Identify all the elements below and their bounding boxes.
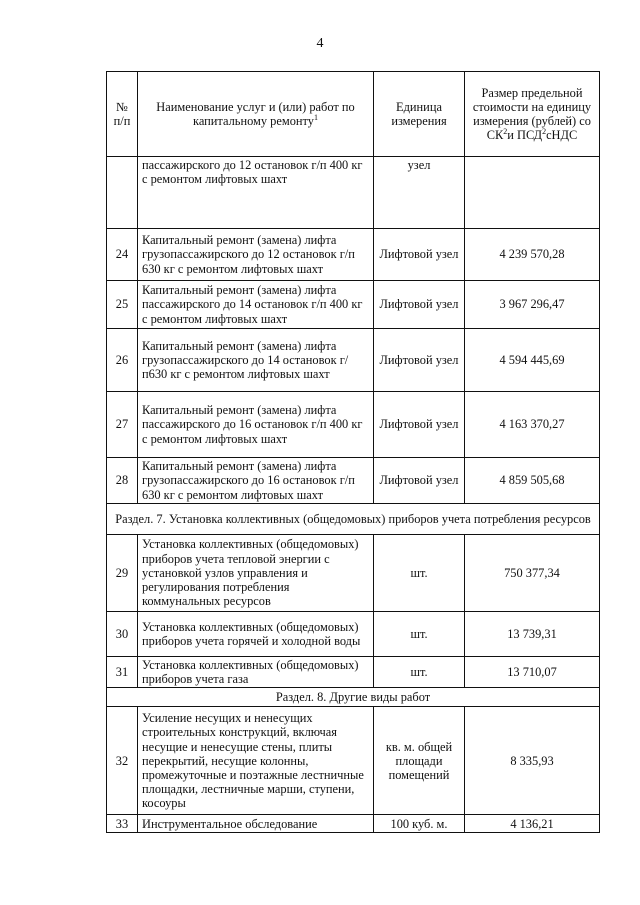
table-row	[107, 612, 600, 657]
row-number: 30	[107, 612, 138, 657]
row-unit: Лифтовой узел	[374, 229, 465, 281]
row-cost: 13 739,31	[465, 612, 600, 657]
row-name: Усиление несущих и ненесущих строительных конструкций, включая несущие и ненесущие стены, плиты перекрытий, несущие колонны, промежуточные и поэтажные лестничные площадки, лестничные марши, ступени, косоуры	[138, 707, 374, 815]
row-name: Капитальный ремонт (замена) лифта грузопассажирского до 12 остановок г/п 630 кг с ремонтом лифтовых шахт	[138, 229, 374, 281]
row-cost: 3 967 296,47	[465, 281, 600, 329]
table-row	[107, 458, 600, 504]
row-unit: шт.	[374, 535, 465, 612]
table-row	[107, 157, 600, 229]
row-unit: узел	[374, 157, 465, 229]
table-row	[107, 657, 600, 688]
header-unit: Единица измерения	[374, 72, 465, 157]
table-header-row	[107, 72, 600, 157]
row-unit: Лифтовой узел	[374, 329, 465, 392]
row-name: Установка коллективных (общедомовых) приборов учета тепловой энергии с установкой узлов управления и регулирования потребления коммунальных ресурсов	[138, 535, 374, 612]
row-cost: 4 239 570,28	[465, 229, 600, 281]
table-row	[107, 535, 600, 612]
header-num: № п/п	[107, 72, 138, 157]
row-cost: 750 377,34	[465, 535, 600, 612]
header-name: Наименование услуг и (или) работ по капитальному ремонту$^1$	[138, 72, 374, 157]
footnote-marker: 1	[313, 112, 318, 122]
row-cost: 4 136,21	[465, 815, 600, 833]
row-unit: 100 куб. м.	[374, 815, 465, 833]
row-name: Капитальный ремонт (замена) лифта пассажирского до 14 остановок г/п 400 кг с ремонтом лифтовых шахт	[138, 281, 374, 329]
row-number: 32	[107, 707, 138, 815]
row-number: 31	[107, 657, 138, 688]
row-number: 27	[107, 392, 138, 458]
row-cost: 13 710,07	[465, 657, 600, 688]
table-row	[107, 229, 600, 281]
table-row	[107, 392, 600, 458]
row-name: Капитальный ремонт (замена) лифта грузопассажирского до 14 остановок г/п630 кг с ремонтом лифтовых шахт	[138, 329, 374, 392]
cost-table	[106, 71, 600, 833]
row-cost: 4 163 370,27	[465, 392, 600, 458]
table-row	[107, 707, 600, 815]
row-number: 33	[107, 815, 138, 833]
row-cost: 8 335,93	[465, 707, 600, 815]
row-name: Установка коллективных (общедомовых) приборов учета горячей и холодной воды	[138, 612, 374, 657]
row-name: пассажирского до 12 остановок г/п 400 кг с ремонтом лифтовых шахт	[138, 157, 374, 229]
row-unit: шт.	[374, 612, 465, 657]
row-number: 28	[107, 458, 138, 504]
row-unit: Лифтовой узел	[374, 281, 465, 329]
section-row	[107, 504, 600, 535]
row-unit: Лифтовой узел	[374, 458, 465, 504]
row-unit: кв. м. общей площади помещений	[374, 707, 465, 815]
row-name: Капитальный ремонт (замена) лифта грузопассажирского до 16 остановок г/п 630 кг с ремонтом лифтовых шахт	[138, 458, 374, 504]
header-cost: Размер предельной стоимости на единицу измерения (рублей) со $СК^2и$ ПСД$^2$сНДС	[465, 72, 600, 157]
row-number: 25	[107, 281, 138, 329]
table-row	[107, 281, 600, 329]
row-name: Инструментальное обследование	[138, 815, 374, 833]
row-cost	[465, 157, 600, 229]
row-number: 24	[107, 229, 138, 281]
section-8-title: Раздел. 8. Другие виды работ	[107, 688, 600, 707]
row-name: Капитальный ремонт (замена) лифта пассажирского до 16 остановок г/п 400 кг с ремонтом лифтовых шахт	[138, 392, 374, 458]
page-number: 4	[316, 36, 324, 51]
row-cost: 4 859 505,68	[465, 458, 600, 504]
row-number: 29	[107, 535, 138, 612]
row-number	[107, 157, 138, 229]
row-unit: шт.	[374, 657, 465, 688]
table-row	[107, 329, 600, 392]
table-row	[107, 815, 600, 833]
section-row	[107, 688, 600, 707]
section-7-title: Раздел. 7. Установка коллективных (общедомовых) приборов учета потребления ресурсов	[107, 504, 600, 535]
row-unit: Лифтовой узел	[374, 392, 465, 458]
row-cost: 4 594 445,69	[465, 329, 600, 392]
row-number: 26	[107, 329, 138, 392]
row-name: Установка коллективных (общедомовых) приборов учета газа	[138, 657, 374, 688]
